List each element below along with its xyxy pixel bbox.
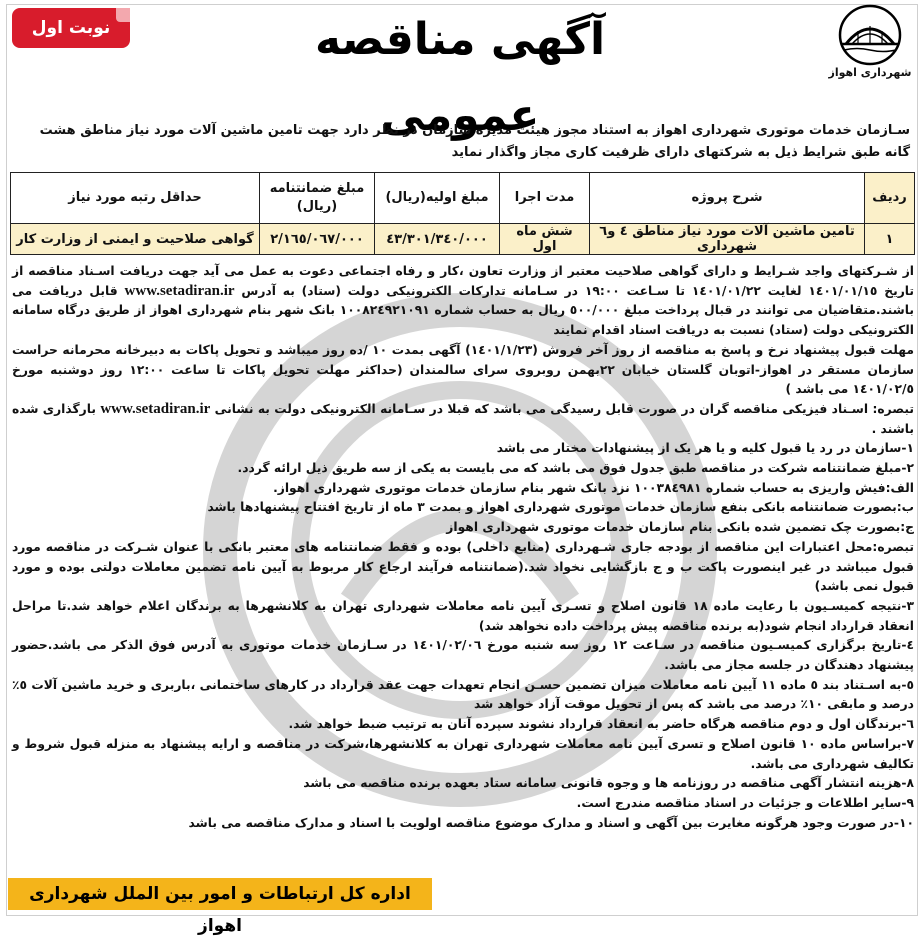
condition-item-3: ٣-نتیجه کمیسـیون با رعایت ماده ١٨ قانون اصلاح و تسـری آیین نامه معاملات شهرداری تهران به کلانشهرها به برندگان اعلام خواهد شد.تا مراحل انعقاد قرارداد انجام شود(به برنده مناقصه پیش پرداخت داده نخواهد شد) [12,598,914,633]
paragraph-3-text-a: تبصره: اسـناد فیزیکی مناقصه گران در صورت قابل رسیدگی می باشد که قبلا در سـامانه الکترونیکی دولت به نشانی [214,401,915,416]
condition-item-1: ١-سازمان در رد یا قبول کلیه و یا هر یک از پیشنهادات مختار می باشد [496,441,914,456]
col-header-row-number: ردیف [865,173,915,224]
condition-item-9: ٩-سایر اطلاعات و جزئیات در اسناد مناقصه مندرج است. [576,795,914,810]
cell-duration: شش ماه اول [500,224,590,255]
intro-paragraph: سـازمان خدمات موتوری شهرداری اهواز به استناد مجوز هیئت مدیره سازمان در نظر دارد جهت تامین ماشین آلات مورد نیاز مناطق هشت گانه طبق شرایط ذیل به شرکتهای دارای ظرفیت کاری مجاز واگذار نماید [39,123,910,160]
col-header-required-rank: حداقل رتبه مورد نیاز [11,173,260,224]
cell-required-rank: گواهی صلاحیت و ایمنی از وزارت کار [11,224,260,255]
tender-table [10,172,915,255]
setad-link[interactable]: www.setadiran.ir [124,282,235,299]
badge-fold-corner [116,8,130,22]
notice-body [12,262,914,833]
paragraph-1-text-b: قابل دریافت می باشند.متقاضیان می توانند در قبال پرداخت مبلغ ٥٠٠/٠٠٠ ریال به حساب شماره ١٠٠٨٢٤٩٢١٠٩١ بانک شهر بنام شهرداری اهواز از طریق درگاه سامانه الکترونیکی دولت (ستاد) نسبت به دریافت اسناد اقدام نمایند [12,283,914,338]
cell-row-number: ۱ [865,224,915,255]
condition-item-6: ٦-برندگان اول و دوم مناقصه هرگاه حاضر به انعقاد قرارداد نشوند سپرده آنان به ترتیب ضبط خواهد شد. [288,717,914,732]
paragraph-1-text-a: از شـرکتهای واجد شـرایط و دارای گواهی صلاحیت معتبر از وزارت تعاون ،کار و رفاه اجتماعی دعوت به عمل می آید جهت دریافت اسـناد مناقصه از تاریخ ١٤٠١/٠١/١٥ لغایت ١٤٠١/٠١/٢٢ تا سـاعت ١٩:٠٠ در سـامانه تدارکات الکترونیکی دولت (ستاد) به آدرس [12,264,915,298]
cell-base-amount: ٤٣/٣٠١/٣٤٠/٠٠٠ [375,224,500,255]
logo-caption: شهرداری اهواز [828,66,912,79]
round-badge [12,8,130,48]
col-header-description: شرح پروژه [590,173,865,224]
condition-item-2a: الف:فیش واریزی به حساب شماره ١٠٠٣٨٤٩٨١ نزد بانک شهر بنام سازمان خدمات موتوری شهرداری اهواز. [273,480,914,495]
cell-description: تامین ماشین آلات مورد نیاز مناطق ٤ و٦ شهرداری [590,224,865,255]
body-paragraph-2: مهلت قبول پیشنهاد نرخ و پاسخ به مناقصه از روز آخر فروش (١٤٠١/١/٢٣) آگهی بمدت ١٠ /ده روز میباشد و تحویل پاکات به دبیرخانه محرمانه حراست سازمان مستقر در اهواز-اتوبان گلستان خیابان ٢٢بهمن روبروی سرای سالمندان (حداکثر مهلت تحویل پاکات تا ساعت ١٢:٠٠ روز دوشنبه مورخ ١٤٠١/٠٢/٥ می باشد ) [12,342,914,397]
notice-title: آگهی مناقصه عمومی [314,14,606,141]
round-badge-label: نوبت اول [31,18,111,38]
table-header-row [11,173,915,224]
bridge-emblem-icon [824,4,916,66]
condition-item-10: ١٠-در صورت وجود هرگونه مغایرت بین آگهی و اسناد و مدارک موضوع مناقصه اولویت با اسناد و مدارک مناقصه می باشد [188,815,914,830]
col-header-guarantee-amount: مبلغ ضمانتنامه (ریال) [260,173,375,224]
condition-item-2c: ج:بصورت چک تضمین شده بانکی بنام سازمان خدمات موتوری شهرداری اهواز [446,520,914,535]
body-paragraph-1 [12,262,914,341]
col-header-base-amount: مبلغ اولیه(ریال) [375,173,500,224]
condition-note-2: تبصره:محل اعتبارات این مناقصه از بودجه جاری شـهرداری (منابع داخلی) بوده و فقط ضمانتنامه های معتبر بانکی با عنوان شـرکت در مناقصه مورد قبول میباشد در غیر اینصورت پاکت ب و ج بازگشایی نخواد شد.(ضمانتنامه فرآیند ارجاع کار مربوط به آیین نامه تضمین معاملات دولتی بوده و مورد قبول نمی باشد) [12,539,914,594]
body-paragraph-3 [12,400,914,439]
cell-guarantee-amount: ٢/١٦٥/٠٦٧/٠٠٠ [260,224,375,255]
setad-link-2[interactable]: www.setadiran.ir [100,400,211,417]
condition-item-2: ٢-مبلغ ضمانتنامه شرکت در مناقصه طبق جدول فوق می باشد که می بایست به یکی از سه طریق ذیل ارائه گردد. [237,461,914,476]
header [0,0,924,141]
condition-item-4: ٤-تاریخ برگزاری کمیسـیون مناقصه در سـاعت ١٢ روز سه شنبه مورخ ١٤٠١/٠٢/٠٦ در سـازمان خدمات موتوری به آدرس فوق الذکر می باشد.حضور پیشنهاد دهندگان در جلسه مجاز می باشد. [12,638,914,673]
condition-item-8: ٨-هزینه انتشار آگهی مناقصه در روزنامه ها و وجوه قانونی سامانه ستاد بعهده برنده مناقصه می باشد [303,776,914,791]
condition-item-2b: ب:بصورت ضمانتنامه بانکی بنفع سازمان خدمات موتوری شهرداری اهواز و بمدت ٣ ماه از تاریخ افتتاح پیشنهادها باشد [207,500,914,515]
condition-item-7: ٧-براساس ماده ١٠ قانون اصلاح و تسری آیین نامه معاملات شهرداری تهران به کلانشهرها،شرکت در مناقصه و ارایه پیشنهاد به منزله قبول شروط و تکالیف شهرداری می باشد. [12,736,914,771]
paragraph-3-text-b: بارگذاری شده باشند . [12,401,914,436]
col-header-duration: مدت اجرا [500,173,590,224]
condition-item-5: ٥-به اسـتناد بند ٥ ماده ١١ آیین نامه معاملات میزان تضمین حسـن انجام تعهدات جهت عقد قرارداد در کارهای ساختمانی ،باربری و خرید ماشین آلات ٥٪ درصد و مابقی ١٠٪ درصد می باشد که پس از تحویل موقت آزاد خواهد شد [12,677,914,712]
footer-department-bar: اداره کل ارتباطات و امور بین الملل شهرداری اهواز [8,878,432,910]
table-row [11,224,915,255]
